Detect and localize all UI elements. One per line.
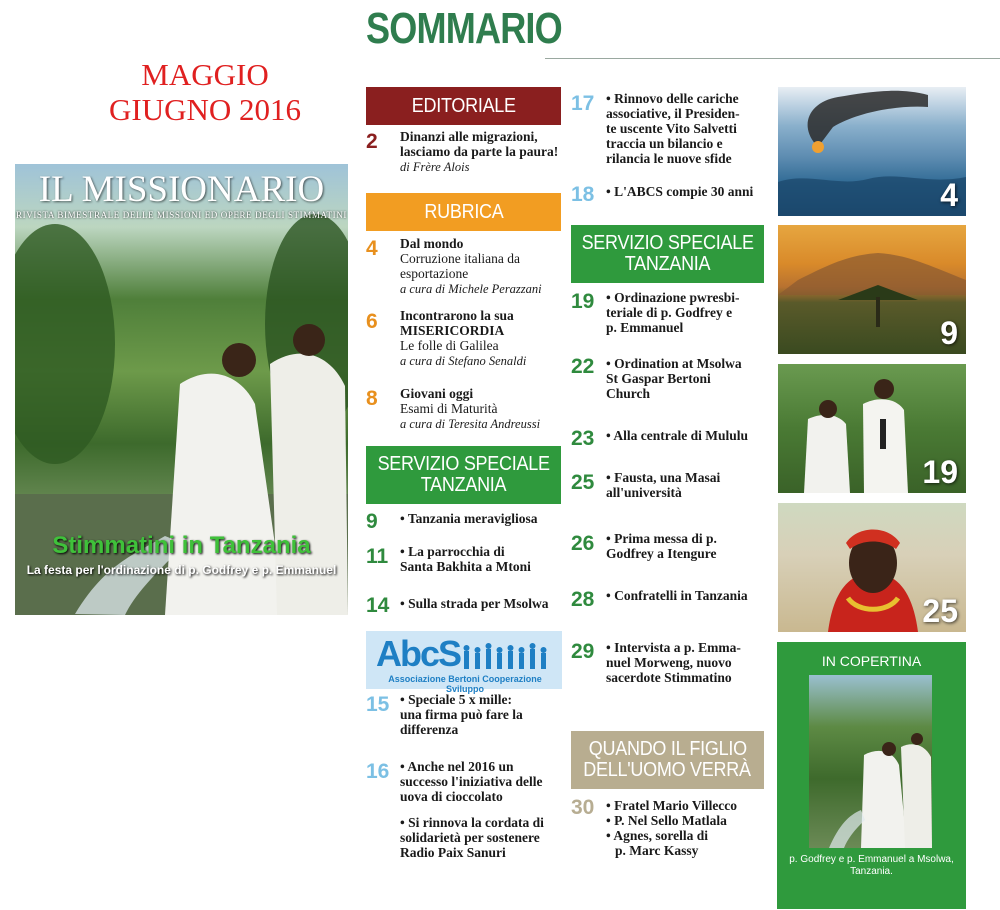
cover-subtitle: RIVISTA BIMESTRALE DELLE MISSIONI ED OPERE DEGLI STIMMATINI [16,210,347,220]
toc-entry-centrale-mululu[interactable]: • Alla centrale di Mululu [606,428,748,443]
page-number: 30 [571,796,595,819]
page-number: 9 [366,510,378,533]
page-number: 28 [571,588,595,611]
toc-entry-5-x-mille[interactable]: • Speciale 5 x mille: una firma può fare la differenza [400,692,523,737]
section-header-servizio-speciale: SERVIZIO SPECIALE TANZANIA [571,225,764,283]
photo-page-number: 25 [922,593,958,629]
in-copertina-box [777,642,966,909]
cover-thumbnail-image [809,675,932,848]
magazine-cover[interactable] [15,164,348,615]
photo-page-9[interactable] [778,225,966,354]
toc-entry-dal-mondo[interactable]: Dal mondo Corruzione italiana da esportazione a cura di Michele Perazzani [400,236,542,296]
toc-entry-quando-il-figlio[interactable]: • Fratel Mario Villecco • P. Nel Sello Matlala • Agnes, sorella di p. Marc Kassy [606,798,738,858]
page-number: 29 [571,640,595,663]
abcs-name: Associazione Bertoni Cooperazione Sviluppo [388,674,542,694]
page-number: 2 [366,130,378,153]
toc-entry-rinnovo-cariche[interactable]: • Rinnovo delle cariche associative, il Presiden- te uscente Vito Salvetti traccia un bilancio e rilancia le nuove sfide [606,91,740,166]
cover-thumbnail[interactable] [809,675,932,848]
toc-entry-parrocchia-mtoni[interactable]: • La parrocchia di Santa Bakhita a Mtoni [400,544,531,574]
page-number: 19 [571,290,595,313]
toc-entry-tanzania-meravigliosa[interactable]: • Tanzania meravigliosa [400,511,538,526]
toc-entry-misericordia[interactable]: Incontrarono la sua MISERICORDIA Le folle di Galilea a cura di Stefano Senaldi [400,308,527,368]
smoke-icon [778,87,966,216]
cover-headline: Stimmatini in Tanzania [52,532,311,559]
toc-entry-radio-paix-sanuri[interactable]: • Si rinnova la cordata di solidarietà per sostenere Radio Paix Sanuri [400,815,544,860]
toc-entry-fausta-masai[interactable]: • Fausta, una Masai all'università [606,470,721,500]
issue-month-year: GIUGNO 2016 [108,92,301,127]
page-number: 8 [366,387,378,410]
page-number: 14 [366,594,390,617]
cover-masthead: IL MISSIONARIO [38,169,325,210]
page-number: 4 [366,237,378,260]
toc-entry-ordination-msolwa[interactable]: • Ordination at Msolwa St Gaspar Bertoni Church [606,356,742,401]
page-number: 23 [571,427,595,450]
toc-entry-confratelli[interactable]: • Confratelli in Tanzania [606,588,748,603]
photo-page-19[interactable] [778,364,966,493]
in-copertina-title: IN COPERTINA [821,653,922,669]
abcs-logo-wordmark: AbcS [376,633,461,674]
toc-entry-prima-messa[interactable]: • Prima messa di p. Godfrey a Itengure [606,531,717,561]
issue-month: MAGGIO [141,57,269,92]
page-number: 25 [571,471,595,494]
page-number: 26 [571,532,595,555]
toc-entry-intervista[interactable]: • Intervista a p. Emma- nuel Morweng, nuovo sacerdote Stimmatino [606,640,741,685]
photo-page-number: 19 [922,454,958,490]
page-number: 16 [366,760,390,783]
toc-entry-uova-cioccolato[interactable]: • Anche nel 2016 un successo l'iniziativa delle uova di cioccolato [400,759,543,804]
section-header-rubrica: RUBRICA [366,193,561,231]
kilimanjaro-icon [778,225,966,354]
toc-entry-ordinazione[interactable]: • Ordinazione pwresbi- teriale di p. Godfrey e p. Emmanuel [606,290,740,335]
toc-entry-editoriale[interactable]: Dinanzi alle migrazioni, lasciamo da parte la paura! di Frère Alois [400,129,559,174]
page-number: 18 [571,183,595,206]
page-number: 15 [366,693,390,716]
section-header-editoriale: EDITORIALE [366,87,561,125]
title-divider [545,58,1000,59]
photo-page-4[interactable] [778,87,966,216]
page-number: 17 [571,92,595,115]
photo-page-25[interactable] [778,503,966,632]
toc-entry-abcs-30-anni[interactable]: • L'ABCS compie 30 anni [606,184,754,199]
page-number: 22 [571,355,595,378]
page-title: SOMMARIO [366,4,562,53]
page-number: 11 [366,545,389,568]
toc-entry-strada-msolwa[interactable]: • Sulla strada per Msolwa [400,596,549,611]
page-number: 6 [366,310,378,333]
abcs-people-icon [462,643,558,671]
toc-entry-giovani-oggi[interactable]: Giovani oggi Esami di Maturità a cura di Teresita Andreussi [400,386,541,431]
in-copertina-caption: p. Godfrey e p. Emmanuel a Msolwa, Tanzania. [789,854,954,877]
photo-page-number: 4 [940,177,958,213]
cover-caption: La festa per l'ordinazione di p. Godfrey e p. Emmanuel [26,563,337,577]
section-header-quando-il-figlio: QUANDO IL FIGLIO DELL'UOMO VERRÀ [571,731,764,789]
photo-page-number: 9 [940,315,958,351]
abcs-logo [366,631,562,694]
section-header-servizio-speciale: SERVIZIO SPECIALE TANZANIA [366,446,561,504]
